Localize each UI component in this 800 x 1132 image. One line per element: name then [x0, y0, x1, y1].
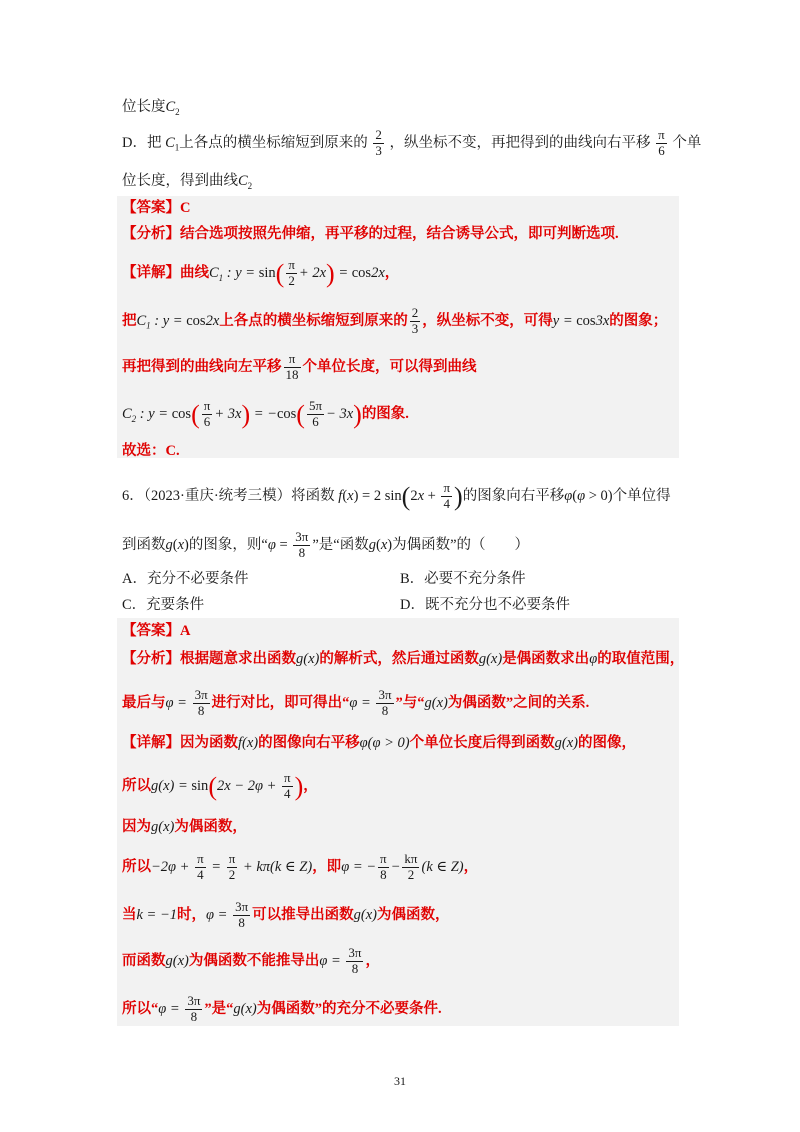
q5-detail-line1: 【详解】曲线$C_1$ : y = sin( $\frac{\pi}{2}$ + 2x) = cos2x， — [122, 257, 400, 289]
q5-detail-line3: 再把得到的曲线向左平移 $\frac{\pi}{18}$ 个单位长度，可以得到曲线 — [122, 351, 477, 382]
q5-detail-line4: $C_2$ : y = cos( $\frac{\pi}{6}$ + 3x) = −cos( $\frac{5\pi}{6}$ − 3x)的图象. — [122, 398, 409, 430]
q6-analysis-line2: 最后与φ = $\frac{3\pi}{8}$ 进行对比，即可得出“φ = $\frac{3\pi}{8}$ ”与“g(x)为偶函数”之间的关系. — [122, 687, 590, 718]
q6-option-a: A．充分不必要条件 — [122, 571, 249, 587]
q6-detail-line1: 【详解】因为函数f(x)的图像向右平移φ(φ > 0)个单位长度后得到函数g(x)的图像， — [122, 735, 636, 751]
q5-choice: 故选：C. — [122, 443, 180, 459]
q5-detail-line2: 把$C_1$ : y = cos2x上各点的横坐标缩短到原来的 $\frac{2}{3}$ ，纵坐标不变，可得y = cos3x的图象； — [122, 305, 668, 336]
q6-stem-line1: 6．（2023·重庆·统考三模）将函数 f(x) = 2 sin(2x + $\frac{\pi}{4}$ )的图象向右平移φ(φ > 0)个单位得 — [122, 480, 671, 512]
q6-option-d: D．既不充分也不必要条件 — [400, 597, 570, 613]
q6-detail-line4: 所以−2φ + $\frac{\pi}{4}$ = $\frac{\pi}{2}$ + kπ(k ∈ Z)，即φ = − $\frac{\pi}{8}$ − $\frac{k\pi}{2}$ (k ∈ Z)， — [122, 851, 479, 882]
q6-detail-line5: 当k = −1时，φ = $\frac{3\pi}{8}$ 可以推导出函数g(x)为偶函数， — [122, 899, 450, 930]
q6-detail-line2: 所以g(x) = sin(2x − 2φ + $\frac{\pi}{4}$ )， — [122, 770, 318, 802]
page-number: 31 — [394, 1074, 406, 1088]
q6-option-b: B．必要不充分条件 — [400, 571, 526, 587]
q6-analysis-line1: 【分析】根据题意求出函数g(x)的解析式，然后通过函数g(x)是偶函数求出φ的取值范围， — [122, 651, 685, 667]
q6-detail-line7: 所以“φ = $\frac{3\pi}{8}$ ”是“g(x)为偶函数”的充分不必要条件. — [122, 993, 442, 1024]
q6-stem-line2: 到函数g(x)的图象，则“φ = $\frac{3\pi}{8}$ ”是“函数g(x)为偶函数”的（ ） — [122, 529, 530, 560]
continuation-text: 位长度 — [122, 99, 166, 115]
option-c-continuation: 位长度$C_2$ — [122, 99, 180, 117]
option-d-line1: D．把 $C_1$上各点的横坐标缩短到原来的 $\frac{2}{3}$ ，纵坐标不变，再把得到的曲线向右平移 $\frac{\pi}{6}$ 个单 — [122, 127, 702, 158]
q6-option-c: C．充要条件 — [122, 597, 205, 613]
q6-answer: 【答案】A — [122, 623, 191, 639]
q6-detail-line3: 因为g(x)为偶函数， — [122, 819, 247, 835]
option-d-line2: 位长度，得到曲线$C_2$ — [122, 173, 253, 191]
q5-answer: 【答案】C — [122, 200, 191, 216]
q5-analysis: 【分析】结合选项按照先伸缩，再平移的过程，结合诱导公式，即可判断选项. — [122, 226, 619, 242]
q6-detail-line6: 而函数g(x)为偶函数不能推导出φ = $\frac{3\pi}{8}$ ， — [122, 945, 380, 976]
